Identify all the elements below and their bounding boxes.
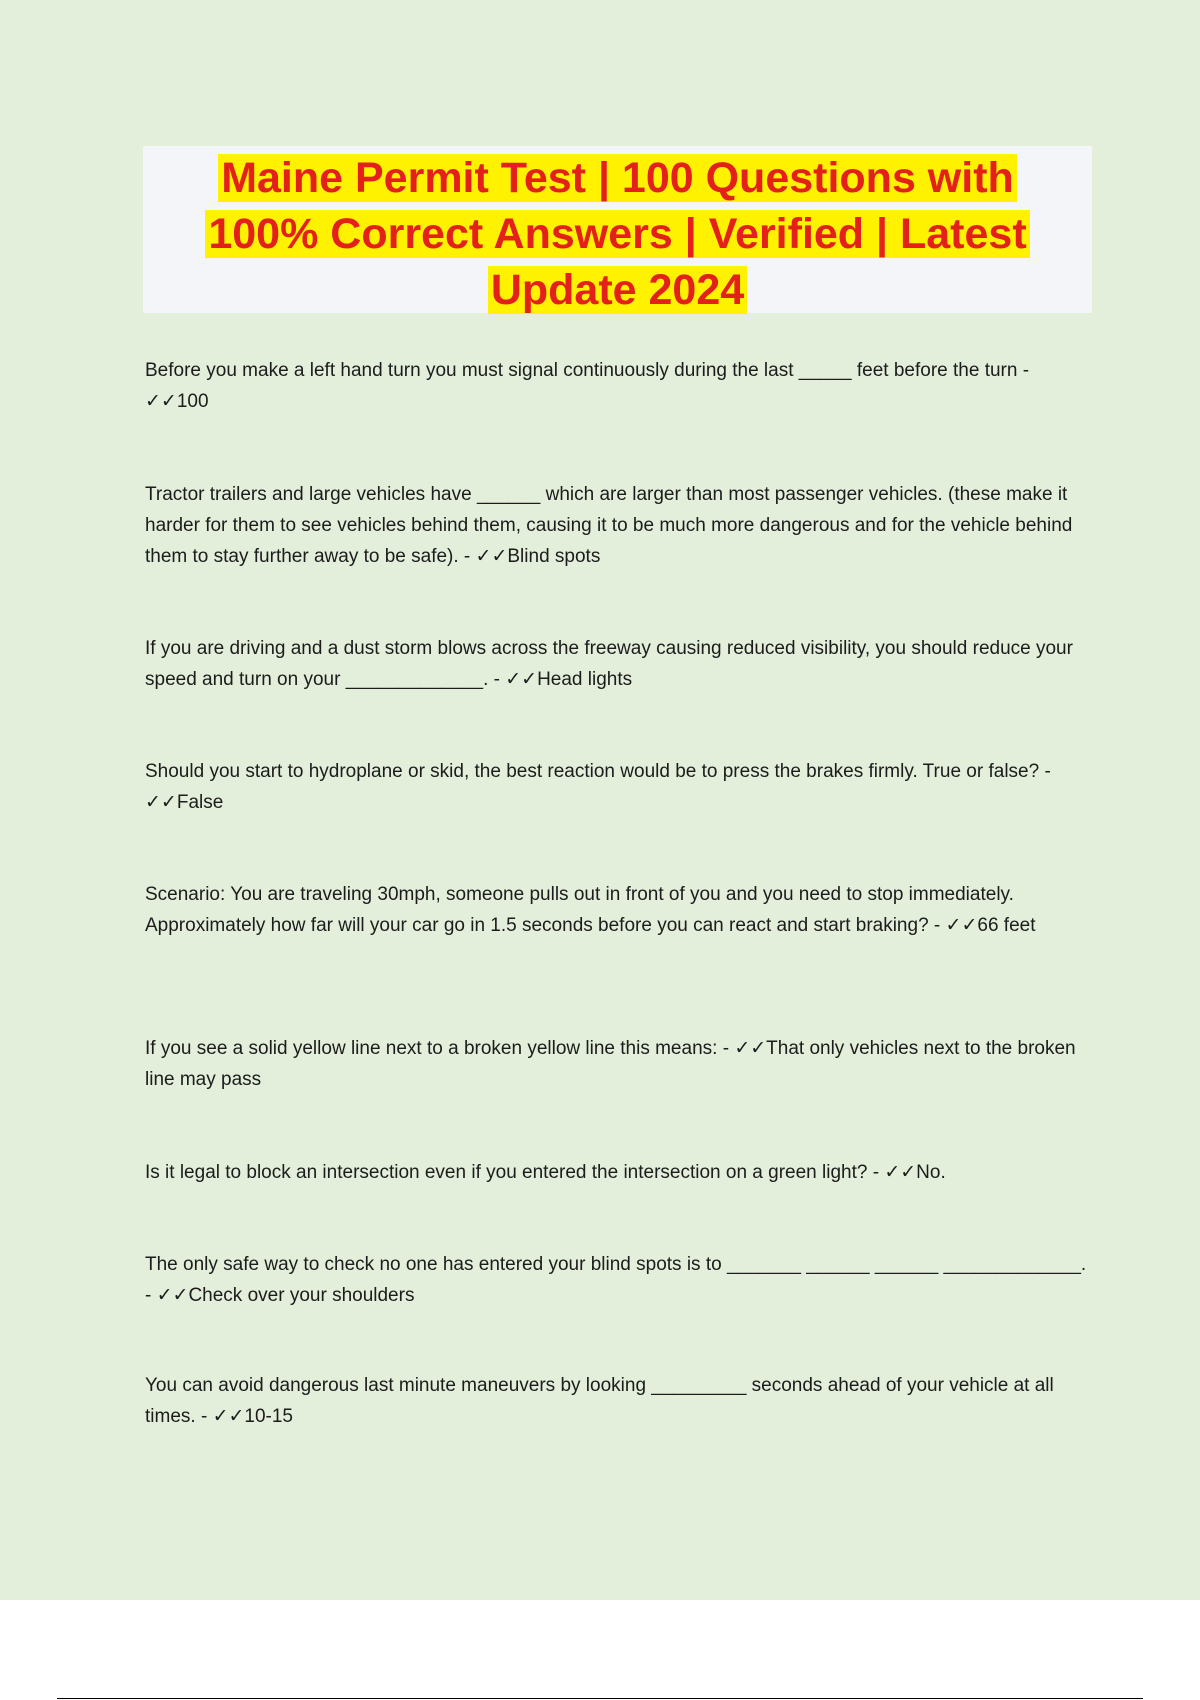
qa-item <box>145 756 1090 818</box>
question-text: Is it legal to block an intersection even if you entered the intersection on a green light? - <box>145 1162 880 1183</box>
document-title <box>143 146 1092 318</box>
answer-text: ✓✓Head lights <box>505 669 633 690</box>
qa-item <box>145 1370 1090 1432</box>
qa-item <box>145 355 1090 417</box>
answer-text: ✓✓No. <box>884 1162 946 1183</box>
answer-text: ✓✓10-15 <box>212 1406 293 1427</box>
question-text: Should you start to hydroplane or skid, the best reaction would be to press the brakes firmly. True or false? - <box>145 761 1051 782</box>
question-text: The only safe way to check no one has entered your blind spots is to _______ ______ ______ _____________. - <box>145 1254 1087 1306</box>
qa-item <box>145 633 1090 695</box>
footer-divider <box>57 1698 1143 1699</box>
qa-item <box>145 1033 1090 1095</box>
qa-item <box>145 1157 1090 1188</box>
qa-item <box>145 879 1090 941</box>
question-text: If you see a solid yellow line next to a broken yellow line this means: - <box>145 1038 730 1059</box>
qa-item <box>145 479 1090 572</box>
title-line-1: Maine Permit Test | 100 Questions with <box>218 154 1017 202</box>
qa-item <box>145 1249 1090 1311</box>
question-text: If you are driving and a dust storm blows across the freeway causing reduced visibility, you should reduce your speed and turn on your _____________. - <box>145 638 1073 690</box>
answer-text: ✓✓100 <box>145 391 209 412</box>
title-line-2: 100% Correct Answers | Verified | Latest <box>205 210 1029 258</box>
question-text: You can avoid dangerous last minute maneuvers by looking _________ seconds ahead of your vehicle at all times. - <box>145 1375 1054 1427</box>
question-text: Before you make a left hand turn you must signal continuously during the last _____ feet before the turn - <box>145 360 1030 381</box>
answer-text: ✓✓Check over your shoulders <box>156 1285 415 1306</box>
title-banner <box>143 146 1092 313</box>
answer-text: ✓✓That only vehicles next to the broken line may pass <box>145 1038 1076 1090</box>
answer-text: ✓✓Blind spots <box>475 546 601 567</box>
answer-text: ✓✓66 feet <box>945 915 1036 936</box>
question-text: Tractor trailers and large vehicles have ______ which are larger than most passenger vehicles. (these make it harder for them to see vehicles behind them, causing it to be much more dangerous and for the vehicle behind them to stay further away to be safe). - <box>145 484 1073 567</box>
question-text: Scenario: You are traveling 30mph, someone pulls out in front of you and you need to stop immediately. Approximately how far will your car go in 1.5 seconds before you can react and start braking? - <box>145 884 1014 936</box>
answer-text: ✓✓False <box>145 792 224 813</box>
title-line-3: Update 2024 <box>488 266 747 314</box>
